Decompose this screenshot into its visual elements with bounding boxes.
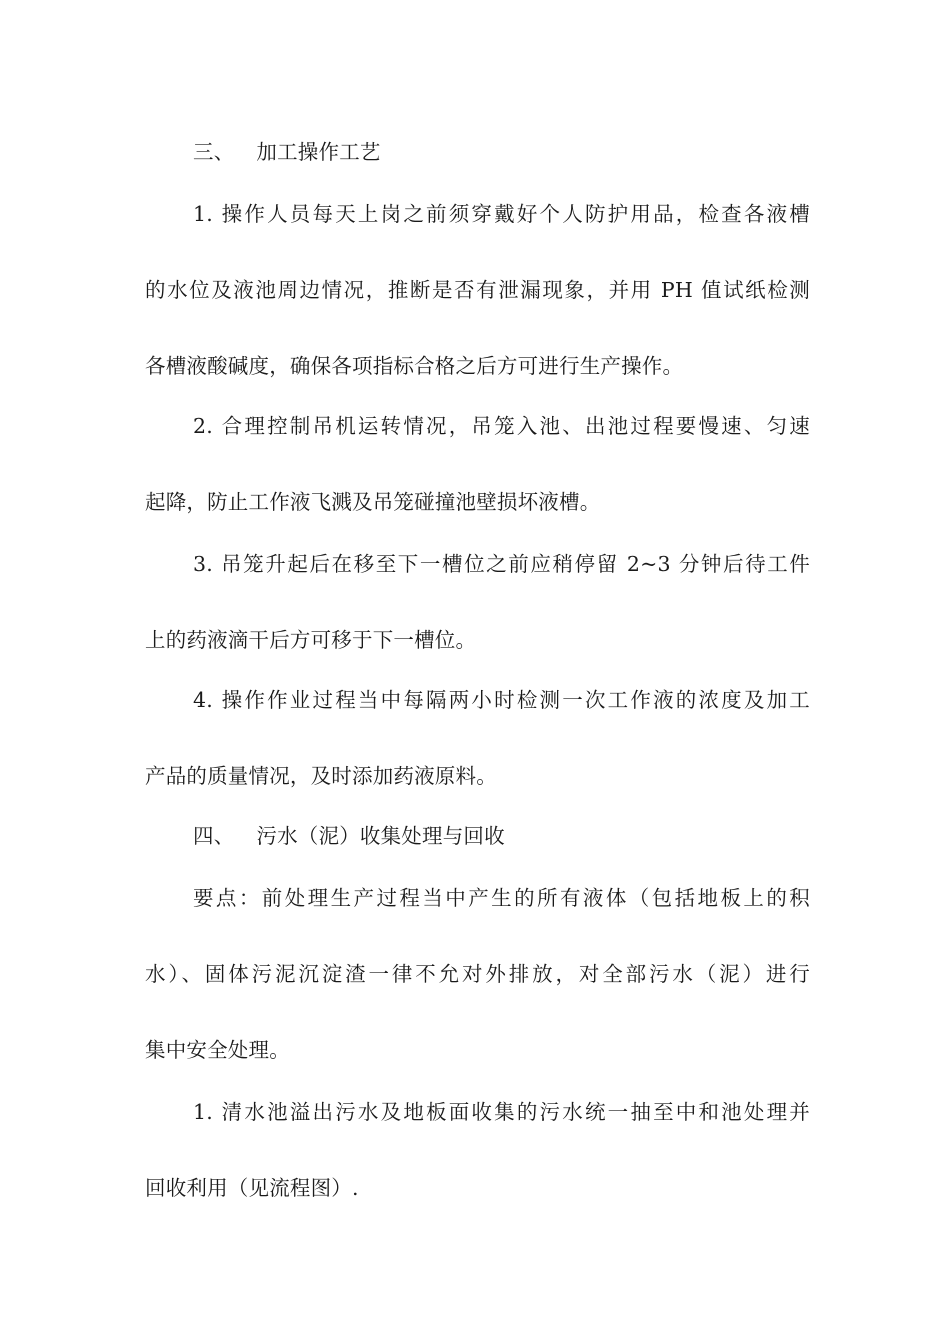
paragraph-line: 1. 操作人员每天上岗之前须穿戴好个人防护用品，检查各液槽 <box>193 202 810 226</box>
paragraph-line: 水）、固体污泥沉淀渣一律不允对外排放，对全部污水（泥）进行 <box>145 962 810 986</box>
section-heading-number: 三、 <box>193 140 235 164</box>
section-heading-text: 污水（泥）收集处理与回收 <box>256 824 505 848</box>
paragraph-line: 4. 操作作业过程当中每隔两小时检测一次工作液的浓度及加工 <box>193 688 810 712</box>
paragraph-line: 起降，防止工作液飞溅及吊笼碰撞池壁损坏液槽。 <box>145 490 601 514</box>
paragraph-line: 1. 清水池溢出污水及地板面收集的污水统一抽至中和池处理并 <box>193 1100 810 1124</box>
section-heading-text: 加工操作工艺 <box>256 140 381 164</box>
section-heading-number: 四、 <box>193 824 235 848</box>
paragraph-line: 各槽液酸碱度，确保各项指标合格之后方可进行生产操作。 <box>145 354 684 378</box>
paragraph-line: 上的药液滴干后方可移于下一槽位。 <box>145 628 477 652</box>
paragraph-line: 3. 吊笼升起后在移至下一槽位之前应稍停留 2~3 分钟后待工件 <box>193 552 810 576</box>
section-heading-3 <box>193 138 810 166</box>
paragraph-line: 要点：前处理生产过程当中产生的所有液体（包括地板上的积 <box>193 886 810 910</box>
paragraph-line: 产品的质量情况，及时添加药液原料。 <box>145 764 497 788</box>
paragraph-line: 集中安全处理。 <box>145 1038 290 1062</box>
section-heading-4 <box>193 822 810 850</box>
paragraph-line: 的水位及液池周边情况，推断是否有泄漏现象，并用 PH 值试纸检测 <box>145 278 810 302</box>
paragraph-line: 回收利用（见流程图）. <box>145 1176 359 1200</box>
paragraph-line: 2. 合理控制吊机运转情况，吊笼入池、出池过程要慢速、匀速 <box>193 414 810 438</box>
